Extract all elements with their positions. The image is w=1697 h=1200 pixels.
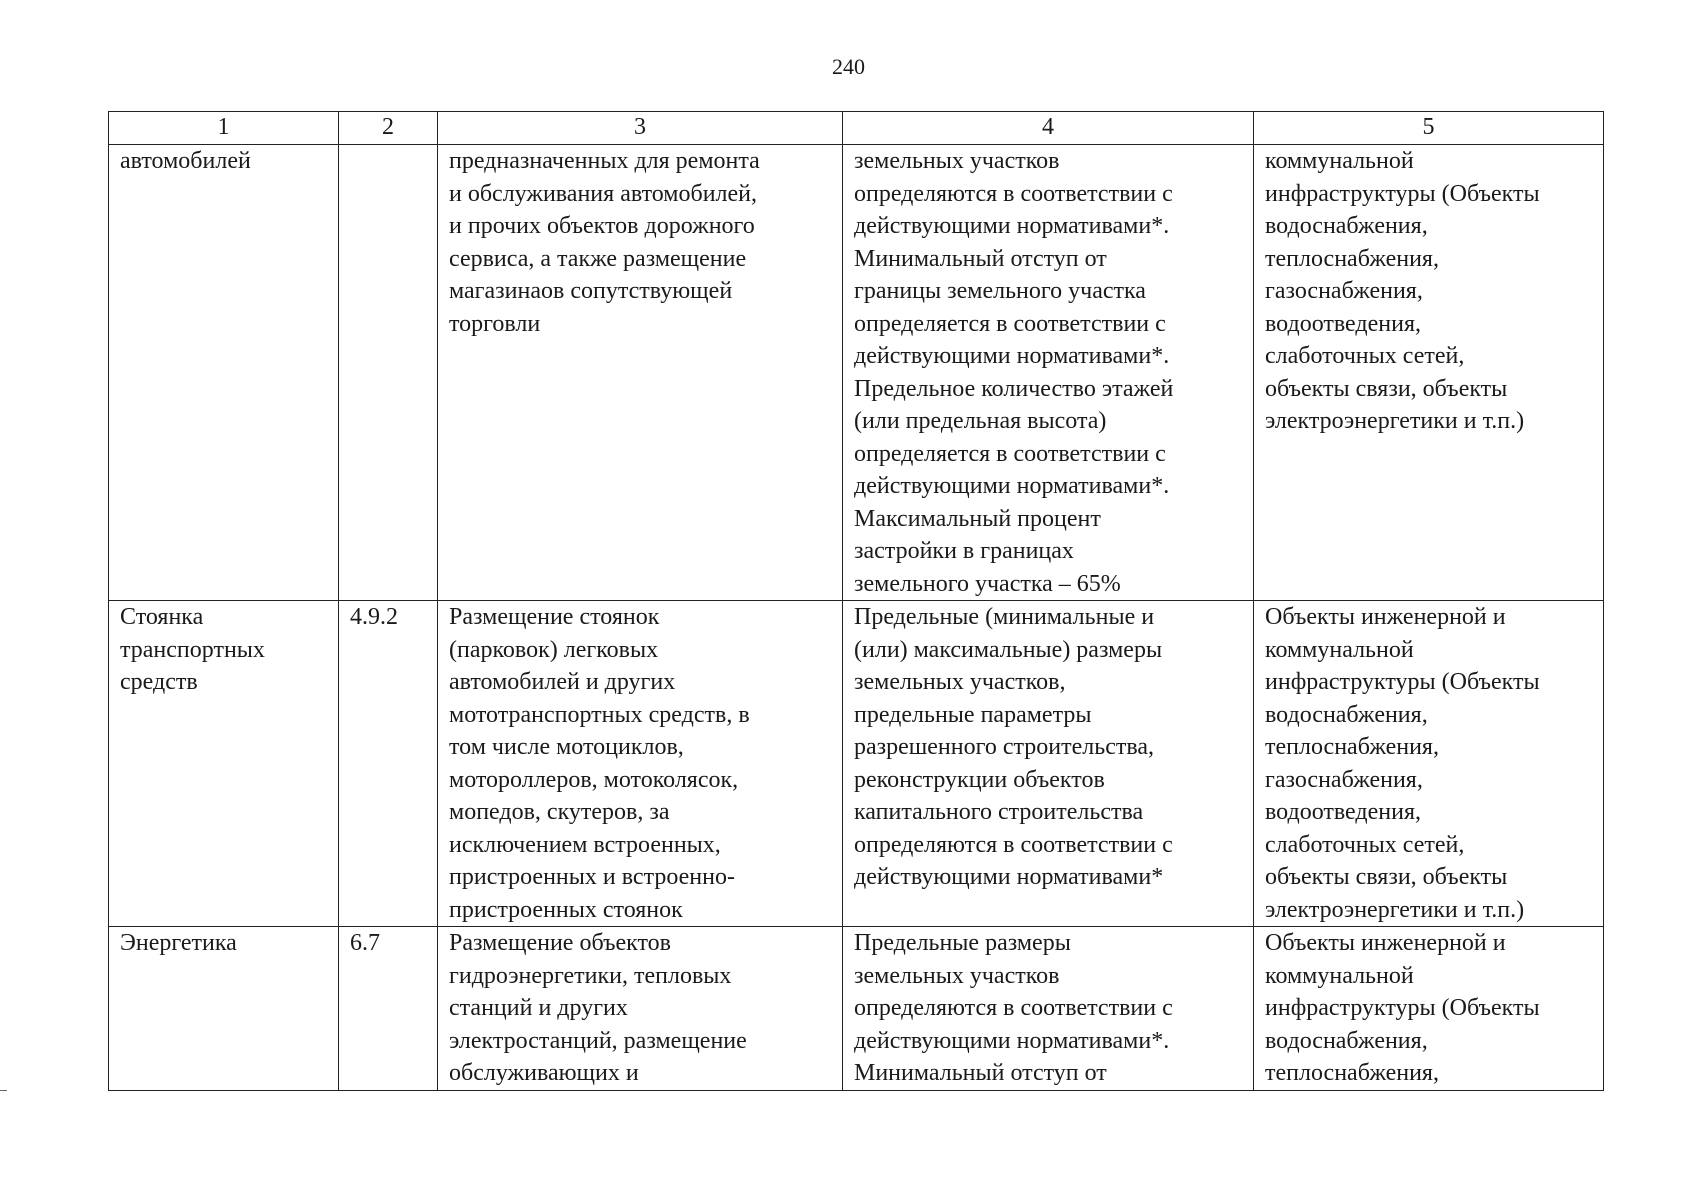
- cell-text-line: Размещение объектов: [449, 930, 671, 956]
- cell-text-line: мопедов, скутеров, за: [449, 799, 670, 825]
- scan-edge-mark: [0, 1090, 7, 1091]
- cell-text-line: автомобилей: [120, 148, 251, 174]
- cell-text-line: электростанций, размещение: [449, 1027, 747, 1054]
- cell-text-line: инфраструктуры (Объекты: [1265, 995, 1540, 1021]
- land-use-name-cell: [109, 927, 339, 1091]
- description-cell: [438, 601, 843, 927]
- cell-text-line: земельных участков,: [854, 669, 1066, 695]
- auxiliary-uses-cell: [1254, 927, 1604, 1091]
- cell-text-line: автомобилей и других: [449, 669, 676, 695]
- code-cell: [339, 601, 438, 927]
- cell-text-line: (или) максимальные) размеры: [854, 636, 1163, 663]
- cell-text-line: 4.9.2: [350, 604, 398, 630]
- cell-text-line: действующими нормативами*.: [854, 473, 1170, 499]
- description-cell: [438, 145, 843, 601]
- cell-text-line: исключением встроенных,: [449, 831, 721, 858]
- cell-text-line: теплоснабжения,: [1265, 734, 1439, 760]
- cell-text-line: магазинаов сопутствующей: [449, 278, 733, 304]
- header-cell-5: 5: [1254, 112, 1604, 145]
- cell-text-line: мототранспортных средств, в: [449, 701, 750, 728]
- cell-text-line: Объекты инженерной и: [1265, 930, 1506, 956]
- cell-text-line: Минимальный отступ от: [854, 1060, 1107, 1086]
- cell-text-line: инфраструктуры (Объекты: [1265, 180, 1540, 207]
- cell-text-line: водоотведения,: [1265, 310, 1421, 337]
- cell-text-line: определяется в соответствии с: [854, 310, 1166, 337]
- cell-text-line: водоснабжения,: [1265, 701, 1428, 728]
- cell-text-line: земельного участка – 65%: [854, 570, 1121, 597]
- cell-text-line: транспортных: [120, 636, 265, 663]
- cell-text-line: пристроенных и встроенно-: [449, 864, 735, 890]
- cell-text-line: теплоснабжения,: [1265, 1060, 1439, 1086]
- cell-text-line: водоснабжения,: [1265, 1027, 1428, 1054]
- cell-text-line: водоотведения,: [1265, 799, 1421, 825]
- cell-text-line: теплоснабжения,: [1265, 245, 1439, 272]
- cell-text-line: действующими нормативами*.: [854, 1027, 1170, 1054]
- header-cell-2: 2: [339, 112, 438, 145]
- auxiliary-uses-cell: [1254, 601, 1604, 927]
- cell-text-line: станций и других: [449, 995, 628, 1021]
- cell-text-line: реконструкции объектов: [854, 766, 1105, 793]
- cell-text-line: гидроэнергетики, тепловых: [449, 962, 732, 989]
- cell-text-line: действующими нормативами*: [854, 864, 1164, 890]
- cell-text-line: объекты связи, объекты: [1265, 375, 1508, 402]
- land-use-name-cell: [109, 601, 339, 927]
- table-row: [109, 145, 1604, 601]
- page-number: 240: [832, 54, 865, 79]
- cell-text-line: средств: [120, 669, 198, 695]
- cell-text-line: Стоянка: [120, 604, 204, 630]
- cell-text-line: Размещение стоянок: [449, 604, 660, 630]
- cell-text-line: определяются в соответствии с: [854, 180, 1173, 207]
- cell-text-line: газоснабжения,: [1265, 766, 1423, 793]
- cell-text-line: слаботочных сетей,: [1265, 831, 1465, 858]
- cell-text-line: определяется в соответствии с: [854, 440, 1166, 467]
- cell-text-line: границы земельного участка: [854, 278, 1146, 304]
- cell-text-line: Энергетика: [120, 930, 237, 956]
- table-header-row: [109, 112, 1604, 145]
- cell-text-line: водоснабжения,: [1265, 213, 1428, 239]
- cell-text-line: коммунальной: [1265, 636, 1414, 663]
- cell-text-line: коммунальной: [1265, 962, 1414, 989]
- cell-text-line: обслуживающих и: [449, 1060, 639, 1086]
- cell-text-line: коммунальной: [1265, 148, 1414, 174]
- header-cell-1: 1: [109, 112, 339, 145]
- cell-text-line: действующими нормативами*.: [854, 213, 1170, 239]
- cell-text-line: (парковок) легковых: [449, 636, 659, 663]
- cell-text-line: предельные параметры: [854, 701, 1092, 728]
- cell-text-line: Объекты инженерной и: [1265, 604, 1506, 630]
- land-use-name-cell: [109, 145, 339, 601]
- cell-text-line: Предельное количество этажей: [854, 375, 1174, 402]
- table-row: [109, 601, 1604, 927]
- cell-text-line: электроэнергетики и т.п.): [1265, 408, 1525, 434]
- cell-text-line: и обслуживания автомобилей,: [449, 180, 758, 207]
- code-cell: [339, 145, 438, 601]
- auxiliary-uses-cell: [1254, 145, 1604, 601]
- cell-text-line: объекты связи, объекты: [1265, 864, 1508, 890]
- cell-text-line: и прочих объектов дорожного: [449, 213, 755, 239]
- cell-text-line: земельных участков: [854, 962, 1060, 989]
- cell-text-line: инфраструктуры (Объекты: [1265, 669, 1540, 695]
- cell-text-line: мотороллеров, мотоколясок,: [449, 766, 739, 793]
- code-cell: [339, 927, 438, 1091]
- cell-text-line: сервиса, а также размещение: [449, 245, 747, 272]
- cell-text-line: газоснабжения,: [1265, 278, 1423, 304]
- cell-text-line: (или предельная высота): [854, 408, 1107, 434]
- cell-text-line: Максимальный процент: [854, 505, 1101, 532]
- cell-text-line: разрешенного строительства,: [854, 734, 1154, 760]
- cell-text-line: Предельные (минимальные и: [854, 604, 1155, 630]
- cell-text-line: слаботочных сетей,: [1265, 343, 1465, 369]
- description-cell: [438, 927, 843, 1091]
- table-row: [109, 927, 1604, 1091]
- parameters-cell: [843, 927, 1254, 1091]
- cell-text-line: определяются в соответствии с: [854, 831, 1173, 858]
- cell-text-line: 6.7: [350, 930, 380, 956]
- parameters-cell: [843, 145, 1254, 601]
- parameters-cell: [843, 601, 1254, 927]
- cell-text-line: капитального строительства: [854, 799, 1144, 825]
- header-cell-4: 4: [843, 112, 1254, 145]
- cell-text-line: действующими нормативами*.: [854, 343, 1170, 369]
- cell-text-line: Минимальный отступ от: [854, 245, 1107, 272]
- cell-text-line: торговли: [449, 310, 541, 337]
- cell-text-line: предназначенных для ремонта: [449, 148, 760, 174]
- header-cell-3: 3: [438, 112, 843, 145]
- cell-text-line: электроэнергетики и т.п.): [1265, 896, 1525, 923]
- cell-text-line: застройки в границах: [854, 538, 1074, 564]
- cell-text-line: пристроенных стоянок: [449, 896, 683, 923]
- zoning-table: [108, 111, 1604, 1091]
- cell-text-line: Предельные размеры: [854, 930, 1071, 956]
- cell-text-line: том числе мотоциклов,: [449, 734, 684, 760]
- cell-text-line: определяются в соответствии с: [854, 995, 1173, 1021]
- cell-text-line: земельных участков: [854, 148, 1060, 174]
